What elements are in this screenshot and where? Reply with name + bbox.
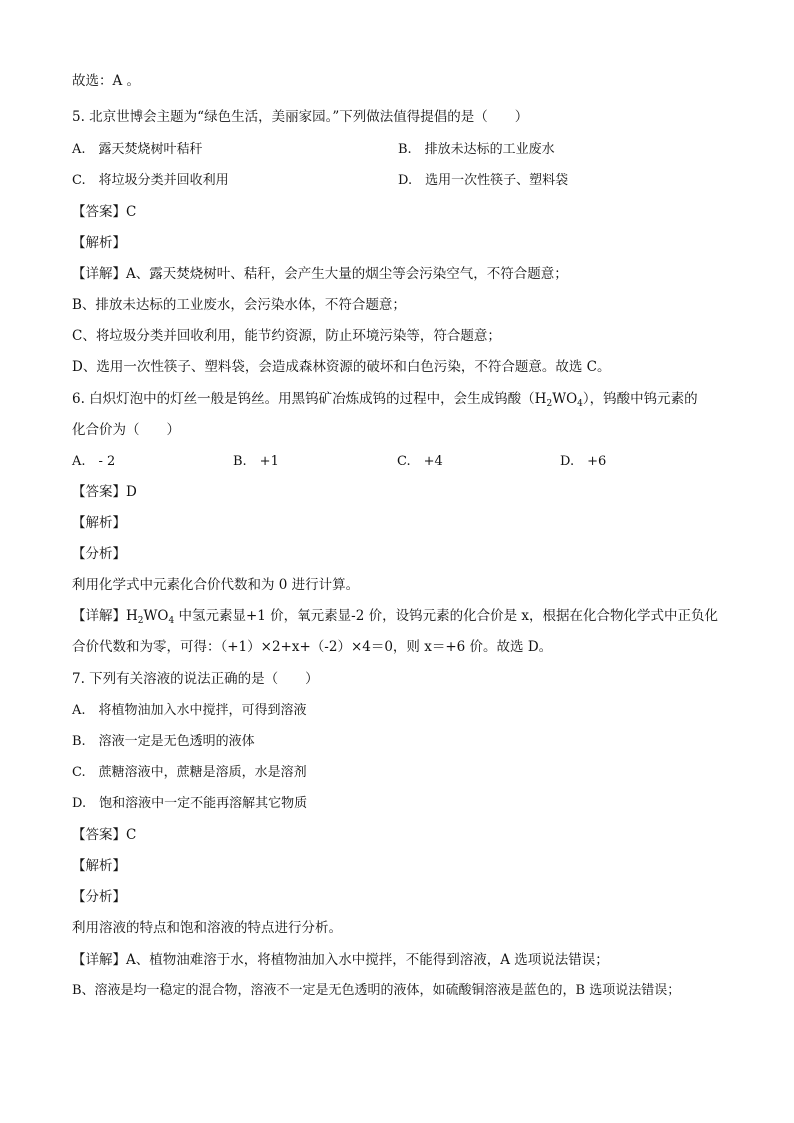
previous-answer: 故选：A 。: [72, 73, 141, 89]
q5-option-b: B. 排放未达标的工业废水: [398, 142, 555, 157]
q6-detail-part: 中氢元素显+1 价，氧元素显-2 价，设钨元素的化合价是 x，根据在化合物化学式中正负化: [174, 608, 719, 624]
q7-option-d: D. 饱和溶液中一定不能再溶解其它物质: [72, 796, 308, 811]
q5-option-d: D. 选用一次性筷子、塑料袋: [398, 173, 569, 188]
q5-detail-line: C、将垃圾分类并回收利用，能节约资源，防止环境污染等，符合题意；: [72, 328, 501, 344]
q5-option-c: C. 将垃圾分类并回收利用: [72, 173, 229, 188]
question-6-stem: [72, 390, 732, 408]
q5-analysis-label: 【解析】: [72, 235, 126, 251]
q5-detail-line: B、排放未达标的工业废水，会污染水体，不符合题意；: [72, 297, 406, 313]
q7-detail-line: B、溶液是均一稳定的混合物，溶液不一定是无色透明的液体，如硫酸铜溶液是蓝色的，B 选项说法错误；: [72, 983, 681, 998]
q6-analysis-sub-label: 【分析】: [72, 546, 126, 562]
q6-detail-subscript: 2: [137, 616, 144, 626]
q7-option-c: C. 蔗糖溶液中，蔗糖是溶质，水是溶剂: [72, 765, 307, 780]
q6-detail-line: [72, 607, 732, 625]
q7-detail-line: 【详解】A、植物油难溶于水，将植物油加入水中搅拌，不能得到溶液，A 选项说法错误；: [72, 952, 609, 968]
q6-detail-part: 【详解】H: [72, 608, 138, 624]
q6-option-c: C. +4: [397, 454, 443, 469]
q6-option-a: A. - 2: [72, 454, 116, 469]
question-6-stem-cont: 化合价为（ ）: [72, 422, 180, 438]
q5-answer: 【答案】C: [72, 204, 137, 220]
q6-detail-line: 合价代数和为零，可得：（+1）×2+x+（-2）×4＝0，则 x＝+6 价。故选 D。: [72, 639, 553, 655]
q7-answer: 【答案】C: [72, 827, 137, 843]
question-5-stem: 5. 北京世博会主题为“绿色生活，美丽家园。”下列做法值得提倡的是（ ）: [72, 109, 529, 125]
q6-analysis-text: 利用化学式中元素化合价代数和为 0 进行计算。: [72, 577, 360, 593]
q5-option-a: A. 露天焚烧树叶秸秆: [72, 142, 203, 157]
q7-analysis-sub-label: 【分析】: [72, 889, 126, 905]
q5-detail-line: 【详解】A、露天焚烧树叶、秸秆，会产生大量的烟尘等会污染空气，不符合题意；: [72, 266, 568, 282]
question-7-stem: 7. 下列有关溶液的说法正确的是（ ）: [72, 671, 319, 687]
q7-option-a: A. 将植物油加入水中搅拌，可得到溶液: [72, 703, 307, 718]
q5-detail-line: D、选用一次性筷子、塑料袋，会造成森林资源的破坏和白色污染，不符合题意。故选 C。: [72, 359, 611, 375]
q6-answer: 【答案】D: [72, 484, 137, 500]
q6-option-b: B. +1: [233, 454, 279, 469]
q6-analysis-label: 【解析】: [72, 515, 126, 531]
q7-option-b: B. 溶液一定是无色透明的液体: [72, 734, 255, 749]
q6-detail-subscript: 4: [168, 616, 175, 626]
q6-stem-part: 6. 白炽灯泡中的灯丝一般是钨丝。用黑钨矿冶炼成钨的过程中，会生成钨酸（H: [72, 391, 547, 407]
q6-stem-subscript: 4: [577, 399, 583, 409]
q6-stem-part: WO: [552, 391, 578, 407]
q7-analysis-label: 【解析】: [72, 858, 126, 874]
q6-option-d: D. +6: [560, 454, 607, 469]
q6-stem-subscript: 2: [546, 399, 553, 409]
q6-detail-part: WO: [143, 608, 169, 624]
q6-stem-part: ），钨酸中钨元素的: [582, 391, 698, 407]
q7-analysis-text: 利用溶液的特点和饱和溶液的特点进行分析。: [72, 920, 342, 936]
